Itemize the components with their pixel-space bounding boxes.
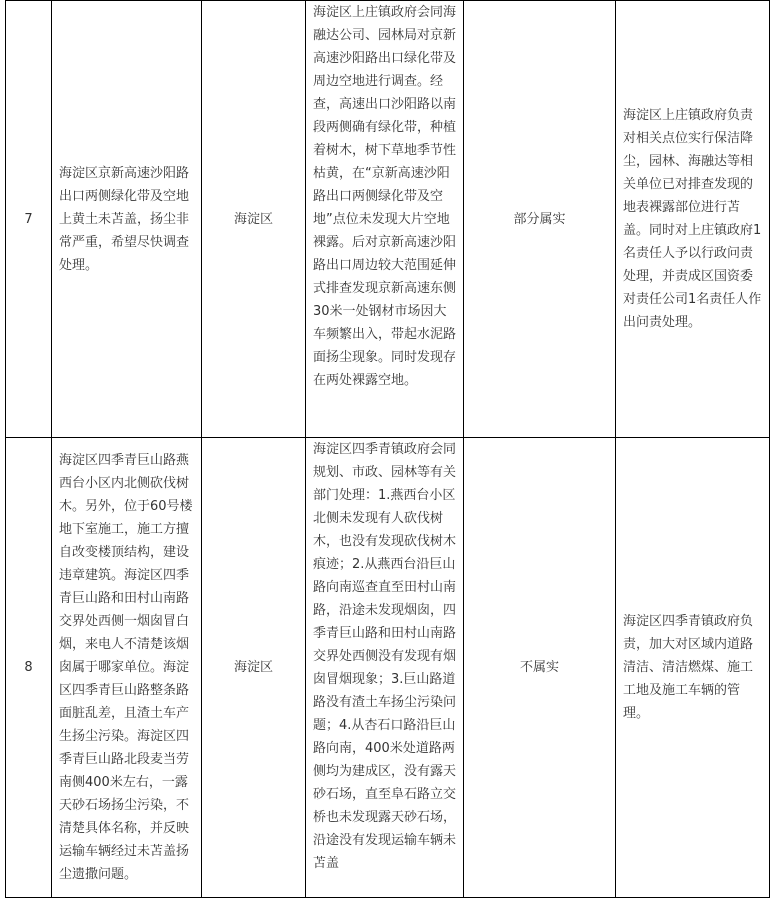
complaint-table <box>5 0 770 898</box>
table-row <box>6 438 770 898</box>
investigation-text-clip <box>313 438 456 878</box>
table-row <box>6 1 770 438</box>
verdict-cell: 部分属实 <box>464 1 616 438</box>
complaint-content: 海淀区京新高速沙阳路出口两侧绿化带及空地上黄土未苫盖，扬尘非常严重，希望尽快调查处理。 <box>52 1 202 438</box>
row-number: 8 <box>6 438 52 898</box>
complaint-content: 海淀区四季青巨山路燕西台小区内北侧砍伐树木。另外，位于60号楼地下室施工，施工方擅自改变楼顶结构，建设违章建筑。海淀区四季青巨山路和田村山南路交界处西侧一烟囱冒白烟，来电人不清楚该烟囱属于哪家单位。海淀区四季青巨山路整条路面脏乱差，且渣土车产生扬尘污染。海淀区四季青巨山路北段麦当劳南侧400米左右，一露天砂石场扬尘污染，不清楚具体名称，并反映运输车辆经过未苫盖扬尘遗撒问题。 <box>52 438 202 898</box>
investigation-text: 海淀区四季青镇政府会同规划、市政、园林等有关部门处理：1.燕西台小区北侧未发现有人砍伐树木，也没有发现砍伐树木痕迹；2.从燕西台沿巨山路向南巡查直至田村山南路，沿途未发现烟囱，四季青巨山路和田村山南路交界处西侧没有发现有烟囱冒烟现象；3.巨山路道路没有渣土车扬尘污染问题；4.从杏石口路沿巨山路向南，400米处道路两侧均为建成区，没有露天砂石场，直至阜石路立交桥也未发现露天砂石场，沿途没有发现运输车辆未苫盖 <box>313 442 456 871</box>
verdict-cell: 不属实 <box>464 438 616 898</box>
handling-result: 海淀区四季青镇政府负责，加大对区域内道路清洁、清洁燃煤、施工工地及施工车辆的管理。 <box>616 438 770 898</box>
investigation-result: 海淀区上庄镇政府会同海融达公司、园林局对京新高速沙阳路出口绿化带及周边空地进行调查。经查，高速出口沙阳路以南段两侧确有绿化带，种植着树木，树下草地季节性枯黄，在“京新高速沙阳路出口两侧绿化带及空地”点位未发现大片空地裸露。后对京新高速沙阳路出口周边较大范围延伸式排查发现京新高速东侧30米一处钢材市场因大车频繁出入，带起水泥路面扬尘现象。同时发现存在两处裸露空地。 <box>306 1 464 438</box>
district-cell: 海淀区 <box>202 1 306 438</box>
district-cell: 海淀区 <box>202 438 306 898</box>
row-number: 7 <box>6 1 52 438</box>
investigation-result <box>306 438 464 898</box>
handling-result: 海淀区上庄镇政府负责对相关点位实行保洁降尘，园林、海融达等相关单位已对排查发现的地表裸露部位进行苫盖。同时对上庄镇政府1名责任人予以行政问责处理，并责成区国资委对责任公司1名责任人作出问责处理。 <box>616 1 770 438</box>
